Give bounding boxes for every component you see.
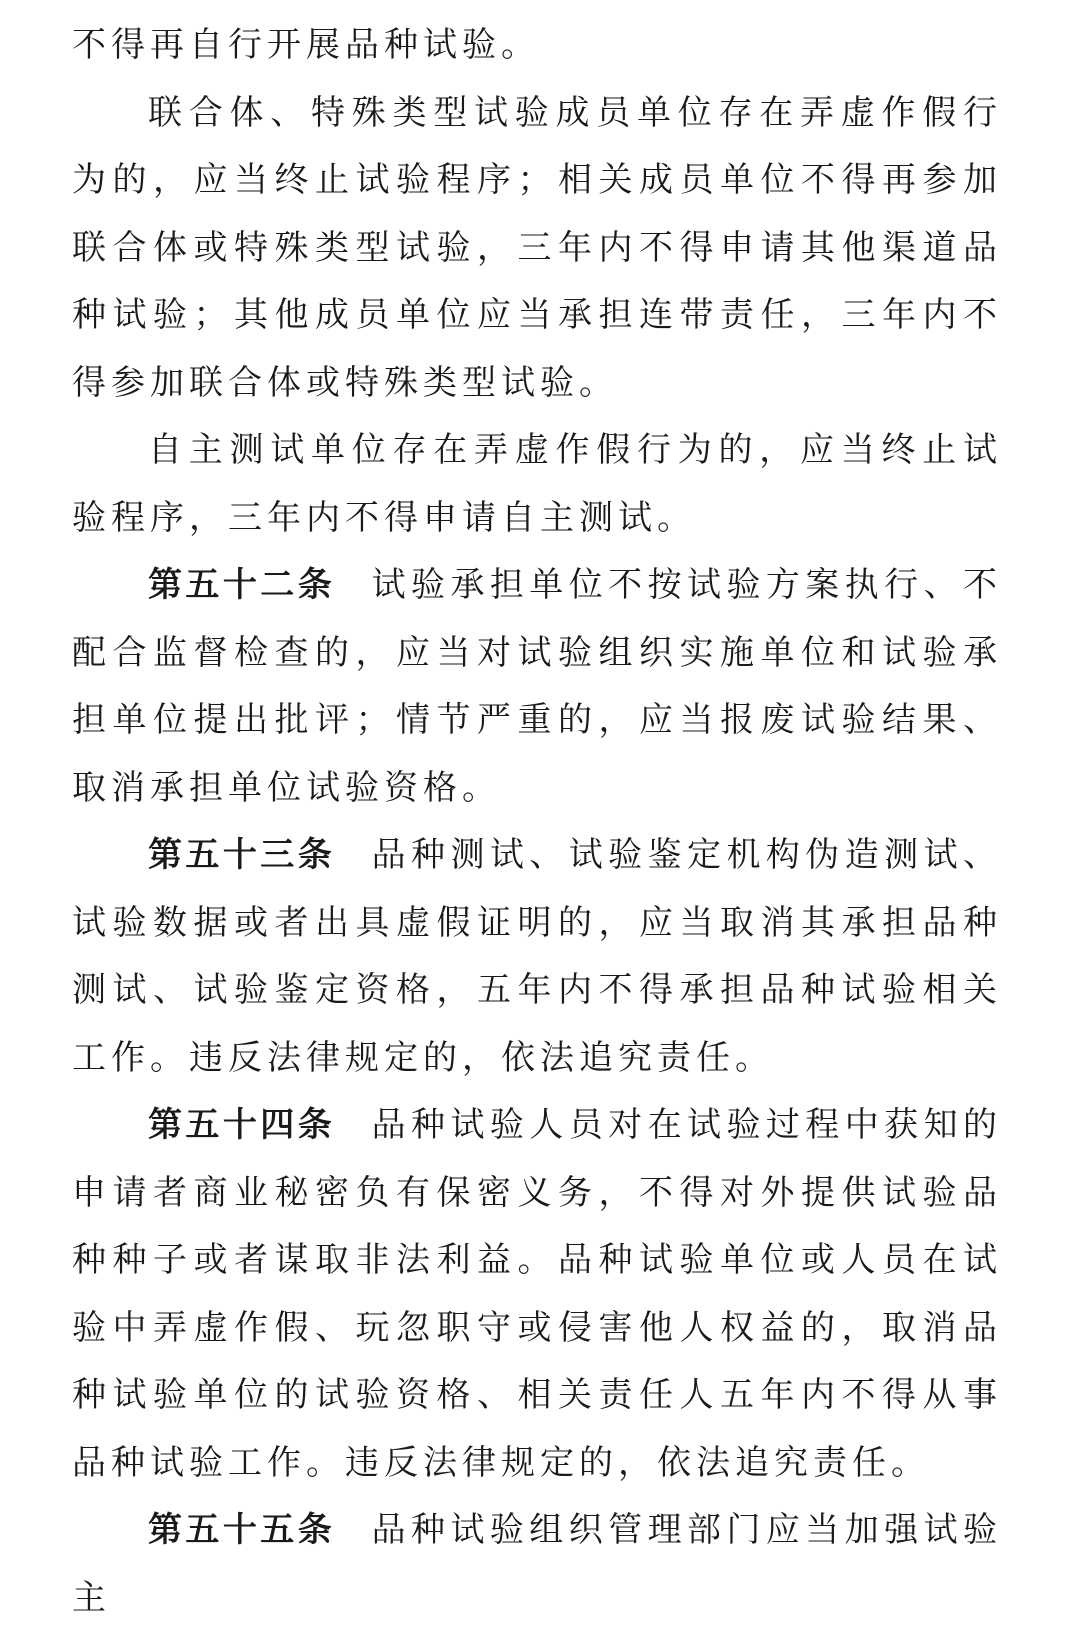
article-53 [72, 822, 1002, 1092]
paragraph-2 [72, 80, 1002, 418]
article-text: 品种试验组织管理部门应当加强试验主 [72, 1510, 1003, 1618]
article-heading: 第五十三条 [148, 835, 336, 875]
paragraph-text: 不得再自行开展品种试验。 [72, 25, 540, 65]
paragraph-3 [72, 417, 1002, 552]
article-text: 品种试验人员对在试验过程中获知的申请者商业秘密负有保密义务，不得对外提供试验品种种子或者谋取非法利益。品种试验单位或人员在试验中弄虚作假、玩忽职守或侵害他人权益的，取消品种试验单位的试验资格、相关责任人五年内不得从事品种试验工作。违反法律规定的，依法追究责任。 [72, 1105, 1003, 1483]
article-55 [72, 1497, 1002, 1632]
article-heading: 第五十二条 [148, 565, 336, 605]
article-54 [72, 1092, 1002, 1497]
article-text: 品种测试、试验鉴定机构伪造测试、试验数据或者出具虚假证明的，应当取消其承担品种测试、试验鉴定资格，五年内不得承担品种试验相关工作。违反法律规定的，依法追究责任。 [72, 835, 1003, 1078]
document-page [72, 12, 1002, 1632]
article-heading: 第五十四条 [148, 1105, 336, 1145]
paragraph-1 [72, 12, 1002, 80]
article-text: 试验承担单位不按试验方案执行、不配合监督检查的，应当对试验组织实施单位和试验承担单位提出批评；情节严重的，应当报废试验结果、取消承担单位试验资格。 [72, 565, 1003, 808]
article-heading: 第五十五条 [148, 1510, 336, 1550]
article-52 [72, 552, 1002, 822]
paragraph-text: 自主测试单位存在弄虚作假行为的，应当终止试验程序，三年内不得申请自主测试。 [72, 430, 1002, 538]
paragraph-text: 联合体、特殊类型试验成员单位存在弄虚作假行为的，应当终止试验程序；相关成员单位不得再参加联合体或特殊类型试验，三年内不得申请其他渠道品种试验；其他成员单位应当承担连带责任，三年内不得参加联合体或特殊类型试验。 [72, 92, 1002, 403]
